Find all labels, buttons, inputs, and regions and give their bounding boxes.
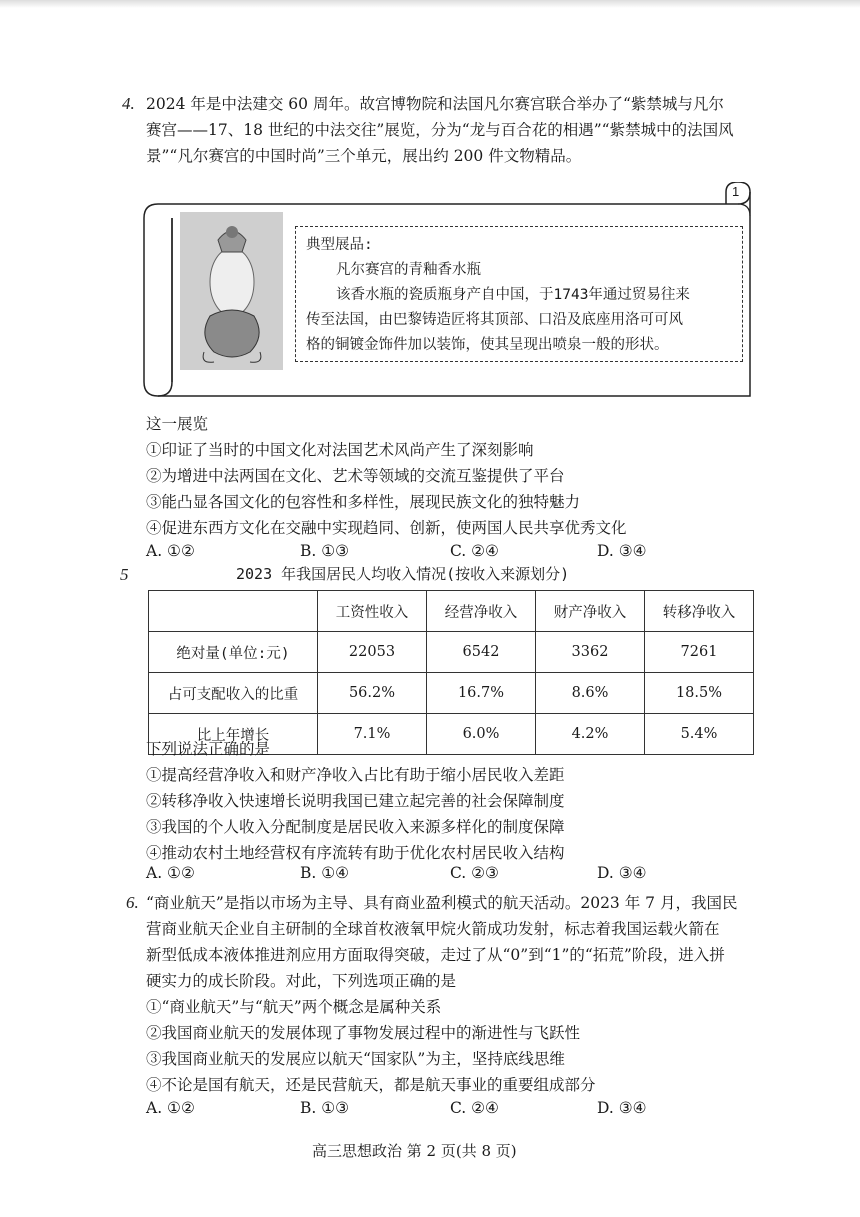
- table-cell: 8.6%: [536, 673, 645, 714]
- table-header-cell: 财产净收入: [536, 591, 645, 632]
- q6-option-c: C. ②④: [450, 1099, 499, 1117]
- q6-statement-3: ③我国商业航天的发展应以航天“国家队”为主，坚持底线思维: [146, 1050, 565, 1068]
- table-cell: 22053: [318, 632, 427, 673]
- exhibit-heading: 典型展品:: [306, 237, 373, 253]
- table-cell: 绝对量(单位:元): [149, 632, 318, 673]
- q5-option-c: C. ②③: [450, 864, 499, 882]
- q5-option-b: B. ①④: [300, 864, 350, 882]
- q5-option-d: D. ③④: [597, 864, 647, 882]
- table-cell: 7.1%: [318, 714, 427, 755]
- table-cell: 6542: [427, 632, 536, 673]
- table-cell: 7261: [645, 632, 754, 673]
- q4-option-b: B. ①③: [300, 542, 350, 560]
- q6-stem-line-4: 硬实力的成长阶段。对此，下列选项正确的是: [146, 972, 457, 990]
- table-cell: 6.0%: [427, 714, 536, 755]
- q4-statement-1: ①印证了当时的中国文化对法国艺术风尚产生了深刻影响: [146, 441, 534, 459]
- table-row: [149, 673, 754, 714]
- q6-option-a: A. ①②: [146, 1099, 195, 1117]
- table-cell: 占可支配收入的比重: [149, 673, 318, 714]
- table-cell: 18.5%: [645, 673, 754, 714]
- table-header-cell: 工资性收入: [318, 591, 427, 632]
- q5-lead: 下列说法正确的是: [146, 740, 271, 758]
- question-number-5: 5: [120, 565, 129, 584]
- q5-statement-3: ③我国的个人收入分配制度是居民收入来源多样化的制度保障: [146, 818, 565, 836]
- table-cell: 比上年增长: [149, 714, 318, 755]
- table-header-cell: [149, 591, 318, 632]
- table-cell: 4.2%: [536, 714, 645, 755]
- q4-option-d: D. ③④: [597, 542, 647, 560]
- q5-statement-1: ①提高经营净收入和财产净收入占比有助于缩小居民收入差距: [146, 766, 565, 784]
- table-cell: 16.7%: [427, 673, 536, 714]
- q5-statement-2: ②转移净收入快速增长说明我国已建立起完善的社会保障制度: [146, 792, 565, 810]
- q4-lead: 这一展览: [146, 415, 209, 433]
- q4-option-a: A. ①②: [146, 542, 195, 560]
- table-cell: 56.2%: [318, 673, 427, 714]
- table-row: [149, 632, 754, 673]
- q4-stem-line-2: 赛宫——17、18 世纪的中法交往”展览，分为“龙与百合花的相遇”“紫禁城中的法国风: [146, 121, 734, 139]
- q6-statement-4: ④不论是国有航天，还是民营航天，都是航天事业的重要组成部分: [146, 1076, 596, 1094]
- income-table: [148, 590, 754, 755]
- exhibit-desc-line-1: 该香水瓶的瓷质瓶身产自中国，于1743年通过贸易往来: [336, 287, 690, 303]
- exhibit-desc-line-3: 格的铜镀金饰件加以装饰，使其呈现出喷泉一般的形状。: [306, 337, 669, 353]
- q4-statement-4: ④促进东西方文化在交融中实现趋同、创新，使两国人民共享优秀文化: [146, 519, 627, 537]
- exhibit-desc-line-2: 传至法国，由巴黎铸造匠将其顶部、口沿及底座用洛可可风: [306, 312, 683, 328]
- table-header-cell: 经营净收入: [427, 591, 536, 632]
- q6-stem-line-3: 新型低成本液体推进剂应用方面取得突破，走过了从“0”到“1”的“拓荒”阶段，进入拼: [146, 946, 725, 964]
- q4-stem-line-1: 2024 年是中法建交 60 周年。故宫博物院和法国凡尔赛宫联合举办了“紫禁城与凡尔: [146, 95, 724, 113]
- q4-option-c: C. ②④: [450, 542, 499, 560]
- question-number-4: 4.: [122, 94, 135, 113]
- scroll-tab-number: 1: [732, 184, 740, 199]
- q5-option-a: A. ①②: [146, 864, 195, 882]
- q6-statement-1: ①“商业航天”与“航天”两个概念是属种关系: [146, 998, 442, 1016]
- q6-stem-line-1: “商业航天”是指以市场为主导、具有商业盈利模式的航天活动。2023 年 7 月，我国民: [146, 894, 738, 912]
- table-cell: 3362: [536, 632, 645, 673]
- vase-image: [180, 212, 283, 370]
- table-caption: 2023 年我国居民人均收入情况(按收入来源划分): [236, 565, 570, 583]
- q4-stem-line-3: 景”“凡尔赛宫的中国时尚”三个单元，展出约 200 件文物精品。: [146, 147, 582, 165]
- q6-stem-line-2: 营商业航天企业自主研制的全球首枚液氧甲烷火箭成功发射，标志着我国运载火箭在: [146, 920, 720, 938]
- page-footer: 高三思想政治 第 2 页(共 8 页): [312, 1142, 517, 1160]
- q4-statement-3: ③能凸显各国文化的包容性和多样性，展现民族文化的独特魅力: [146, 493, 581, 511]
- table-header-row: [149, 591, 754, 632]
- table-header-cell: 转移净收入: [645, 591, 754, 632]
- q6-option-b: B. ①③: [300, 1099, 350, 1117]
- scan-edge: [0, 0, 860, 8]
- table-cell: 5.4%: [645, 714, 754, 755]
- exhibit-description-box: [295, 226, 743, 362]
- q4-statement-2: ②为增进中法两国在文化、艺术等领域的交流互鉴提供了平台: [146, 467, 565, 485]
- exhibit-name: 凡尔赛宫的青釉香水瓶: [336, 262, 481, 278]
- q5-statement-4: ④推动农村土地经营权有序流转有助于优化农村居民收入结构: [146, 844, 565, 862]
- q6-statement-2: ②我国商业航天的发展体现了事物发展过程中的渐进性与飞跃性: [146, 1024, 581, 1042]
- q6-option-d: D. ③④: [597, 1099, 647, 1117]
- question-number-6: 6.: [126, 893, 139, 912]
